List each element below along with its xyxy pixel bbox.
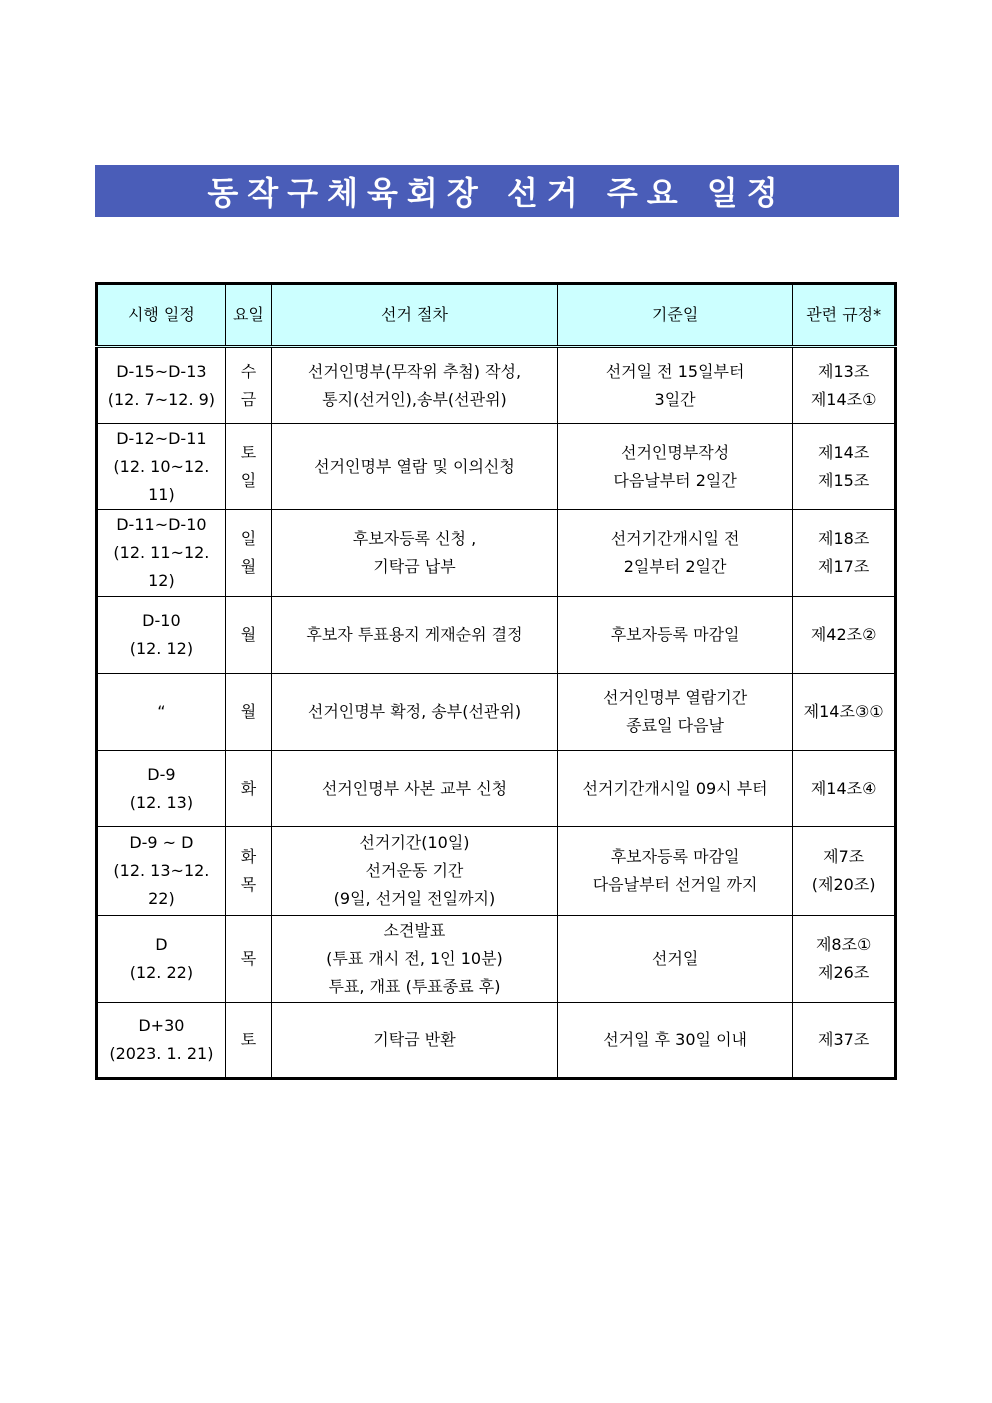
cell-base-date: 후보자등록 마감일 [557, 597, 792, 674]
cell-day: 토 일 [225, 424, 271, 510]
cell-date: D-10 (12. 12) [97, 597, 226, 674]
table-row [97, 597, 896, 674]
cell-base-date: 선거인명부작성 다음날부터 2일간 [557, 424, 792, 510]
cell-date: D+30 (2023. 1. 21) [97, 1003, 226, 1079]
table-row [97, 916, 896, 1003]
cell-base-date: 선거일 전 15일부터 3일간 [557, 347, 792, 424]
cell-day: 토 [225, 1003, 271, 1079]
header-rule: 관련 규정* [793, 284, 896, 347]
cell-day: 일 월 [225, 510, 271, 597]
table-row [97, 751, 896, 827]
cell-procedure: 선거인명부 열람 및 이의신청 [272, 424, 558, 510]
cell-base-date: 선거인명부 열람기간 종료일 다음날 [557, 674, 792, 751]
cell-rule: 제18조 제17조 [793, 510, 896, 597]
cell-day: 월 [225, 597, 271, 674]
cell-day: 목 [225, 916, 271, 1003]
cell-date: “ [97, 674, 226, 751]
cell-date: D-12~D-11 (12. 10~12. 11) [97, 424, 226, 510]
cell-rule: 제14조③① [793, 674, 896, 751]
header-base-date: 기준일 [557, 284, 792, 347]
cell-rule: 제8조① 제26조 [793, 916, 896, 1003]
cell-date: D (12. 22) [97, 916, 226, 1003]
cell-date: D-9 (12. 13) [97, 751, 226, 827]
cell-procedure: 선거기간(10일) 선거운동 기간 (9일, 선거일 전일까지) [272, 827, 558, 916]
cell-rule: 제42조② [793, 597, 896, 674]
cell-date: D-15~D-13 (12. 7~12. 9) [97, 347, 226, 424]
table-row [97, 674, 896, 751]
cell-date: D-9 ~ D (12. 13~12. 22) [97, 827, 226, 916]
cell-rule: 제14조④ [793, 751, 896, 827]
header-day: 요일 [225, 284, 271, 347]
cell-procedure: 기탁금 반환 [272, 1003, 558, 1079]
cell-base-date: 후보자등록 마감일 다음날부터 선거일 까지 [557, 827, 792, 916]
table-row [97, 347, 896, 424]
cell-rule: 제7조 (제20조) [793, 827, 896, 916]
cell-procedure: 선거인명부(무작위 추첨) 작성, 통지(선거인),송부(선관위) [272, 347, 558, 424]
cell-day: 수 금 [225, 347, 271, 424]
cell-base-date: 선거일 후 30일 이내 [557, 1003, 792, 1079]
cell-base-date: 선거일 [557, 916, 792, 1003]
table-row [97, 510, 896, 597]
cell-procedure: 소견발표 (투표 개시 전, 1인 10분) 투표, 개표 (투표종료 후) [272, 916, 558, 1003]
header-date: 시행 일정 [97, 284, 226, 347]
cell-procedure: 후보자 투표용지 게재순위 결정 [272, 597, 558, 674]
cell-rule: 제37조 [793, 1003, 896, 1079]
cell-base-date: 선거기간개시일 09시 부터 [557, 751, 792, 827]
cell-procedure: 선거인명부 확정, 송부(선관위) [272, 674, 558, 751]
cell-rule: 제14조 제15조 [793, 424, 896, 510]
cell-day: 월 [225, 674, 271, 751]
page-title: 동작구체육회장 선거 주요 일정 [95, 165, 899, 217]
cell-base-date: 선거기간개시일 전 2일부터 2일간 [557, 510, 792, 597]
cell-procedure: 후보자등록 신청 , 기탁금 납부 [272, 510, 558, 597]
table-row [97, 827, 896, 916]
cell-day: 화 목 [225, 827, 271, 916]
cell-date: D-11~D-10 (12. 11~12. 12) [97, 510, 226, 597]
table-header-row [97, 284, 896, 347]
table-row [97, 424, 896, 510]
header-procedure: 선거 절차 [272, 284, 558, 347]
table-row [97, 1003, 896, 1079]
cell-rule: 제13조 제14조① [793, 347, 896, 424]
cell-procedure: 선거인명부 사본 교부 신청 [272, 751, 558, 827]
cell-day: 화 [225, 751, 271, 827]
election-schedule-table [95, 282, 897, 1080]
